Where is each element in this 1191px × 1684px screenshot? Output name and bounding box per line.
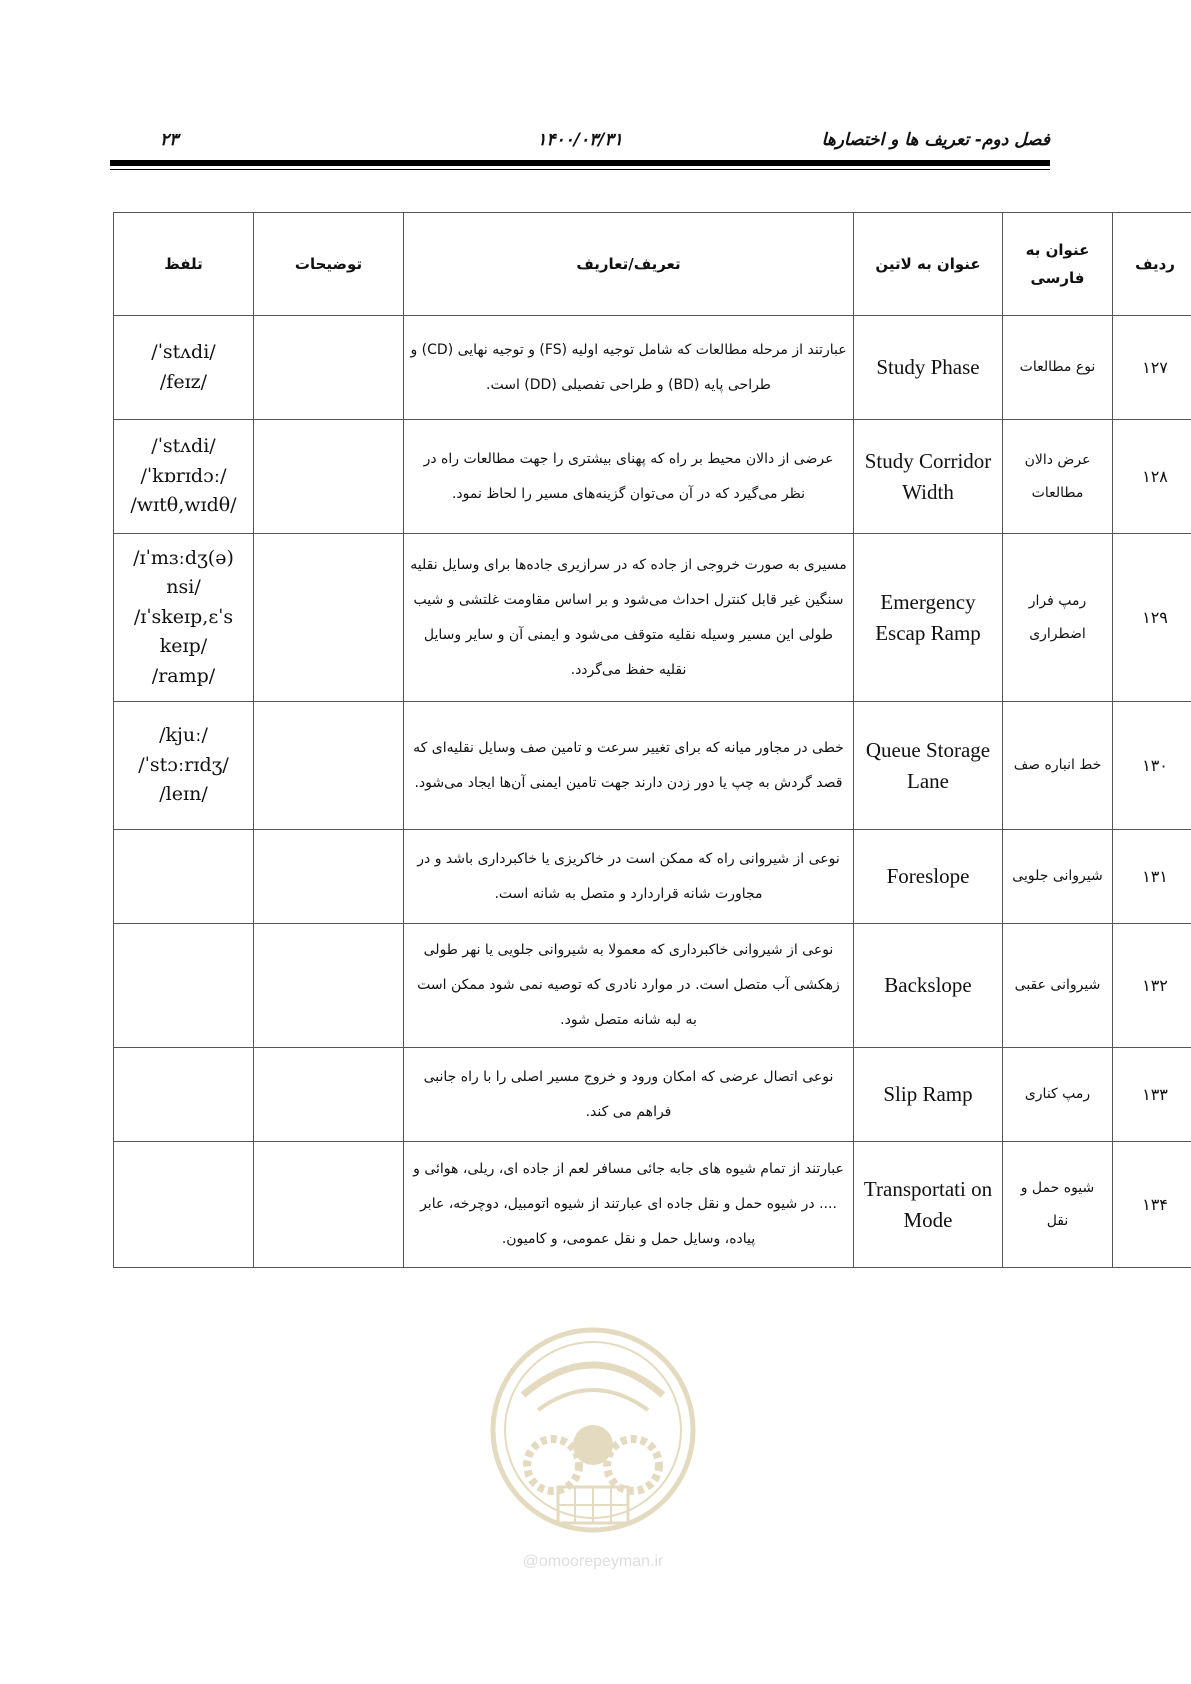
- row-number-cell: ۱۳۱: [1113, 830, 1191, 924]
- pronunciation-line: /ˈstɔːrɪdʒ/: [138, 753, 229, 776]
- col-header-pronunciation: تلفظ: [114, 213, 254, 316]
- latin-title-cell: Backslope: [854, 924, 1003, 1048]
- pronunciation-cell: [114, 316, 254, 420]
- persian-title-cell: شیروانی جلویی: [1003, 830, 1113, 924]
- pronunciation-line: /ɪˈskeɪp,ɛˈs: [133, 605, 234, 628]
- page-number: ۲۳: [160, 130, 179, 150]
- persian-title-cell: شیوه حمل و نقل: [1003, 1142, 1113, 1268]
- pronunciation-cell: [114, 924, 254, 1048]
- definition-cell: عبارتند از مرحله مطالعات که شامل توجیه اولیه (FS) و توجیه نهایی (CD) و طراحی پایه (BD) و طراحی تفصیلی (DD) است.: [404, 316, 854, 420]
- persian-title-cell: خط انباره صف: [1003, 702, 1113, 830]
- col-header-definition: تعریف/تعاریف: [404, 213, 854, 316]
- chapter-title: فصل دوم- تعریف ها و اختصارها: [821, 130, 1050, 150]
- persian-title-cell: عرض دالان مطالعات: [1003, 420, 1113, 534]
- table-row: [114, 534, 1191, 702]
- pronunciation-cell: [114, 1048, 254, 1142]
- col-header-description: توضیحات: [254, 213, 404, 316]
- table-row: [114, 702, 1191, 830]
- document-date: ۱۴۰۰/۰۳/۳۱: [537, 130, 623, 150]
- pronunciation-line: /leɪn/: [159, 783, 208, 806]
- table-row: [114, 316, 1191, 420]
- pronunciation-cell: [114, 830, 254, 924]
- pronunciation-line: /wɪtθ,wɪdθ/: [130, 494, 237, 517]
- table-row: [114, 924, 1191, 1048]
- pronunciation-line: keɪp/: [159, 635, 208, 658]
- header-rule-thick: [110, 160, 1050, 166]
- watermark-url: @omoorepeyman.ir: [522, 1553, 664, 1570]
- table-row: [114, 1048, 1191, 1142]
- row-number-cell: ۱۲۹: [1113, 534, 1191, 702]
- latin-title-cell: Transportati on Mode: [854, 1142, 1003, 1268]
- description-cell: [254, 702, 404, 830]
- definition-cell: نوعی از شیروانی راه که ممکن است در خاکریزی یا خاکبرداری باشد و در مجاورت شانه قراردارد و متصل به شانه است.: [404, 830, 854, 924]
- pronunciation-cell: [114, 1142, 254, 1268]
- persian-title-cell: شیروانی عقبی: [1003, 924, 1113, 1048]
- description-cell: [254, 830, 404, 924]
- latin-title-cell: Foreslope: [854, 830, 1003, 924]
- latin-title-cell: Study Phase: [854, 316, 1003, 420]
- definition-cell: مسیری به صورت خروجی از جاده که در سرازیری جاده‌ها برای وسایل نقلیه سنگین غیر قابل کنترل احداث می‌شود و بر اساس مقاومت غلتشی و شیب طولی این مسیر وسیله نقلیه متوقف می‌شود و ایمنی آن و سایر وسایل نقلیه حفظ می‌گردد.: [404, 534, 854, 702]
- pronunciation-cell: [114, 702, 254, 830]
- header-rule-thin: [110, 169, 1050, 170]
- col-header-persian-title: عنوان به فارسی: [1003, 213, 1113, 316]
- pronunciation-line: /feɪz/: [159, 370, 208, 393]
- pronunciation-line: nsi/: [166, 576, 201, 599]
- row-number-cell: ۱۳۰: [1113, 702, 1191, 830]
- table-header-row: [114, 213, 1191, 316]
- row-number-cell: ۱۳۳: [1113, 1048, 1191, 1142]
- description-cell: [254, 420, 404, 534]
- col-header-row: ردیف: [1113, 213, 1191, 316]
- watermark: [478, 1315, 708, 1580]
- pronunciation-line: /ramp/: [151, 664, 216, 687]
- table-body: [114, 316, 1191, 1268]
- latin-title-cell: Queue Storage Lane: [854, 702, 1003, 830]
- watermark-logo-icon: [478, 1315, 708, 1550]
- persian-title-cell: رمپ فرار اضطراری: [1003, 534, 1113, 702]
- persian-title-cell: نوع مطالعات: [1003, 316, 1113, 420]
- pronunciation-line: /ˈstʌdi/: [151, 435, 216, 458]
- definition-cell: نوعی اتصال عرضی که امکان ورود و خروج مسیر اصلی را با راه جانبی فراهم می کند.: [404, 1048, 854, 1142]
- latin-title-cell: Emergency Escap Ramp: [854, 534, 1003, 702]
- description-cell: [254, 924, 404, 1048]
- row-number-cell: ۱۳۴: [1113, 1142, 1191, 1268]
- table-row: [114, 420, 1191, 534]
- pronunciation-line: /ˈkɒrɪdɔː/: [140, 464, 227, 487]
- row-number-cell: ۱۳۲: [1113, 924, 1191, 1048]
- pronunciation-line: /ɪˈmɜːdʒ(ə): [133, 546, 234, 569]
- description-cell: [254, 316, 404, 420]
- description-cell: [254, 1142, 404, 1268]
- table-row: [114, 830, 1191, 924]
- description-cell: [254, 1048, 404, 1142]
- persian-title-cell: رمپ کناری: [1003, 1048, 1113, 1142]
- description-cell: [254, 534, 404, 702]
- latin-title-cell: Study Corridor Width: [854, 420, 1003, 534]
- row-number-cell: ۱۲۸: [1113, 420, 1191, 534]
- table-row: [114, 1142, 1191, 1268]
- definition-cell: عبارتند از تمام شیوه های جابه جائی مسافر لعم از جاده ای، ریلی، هوائی و .... در شیوه حمل و نقل جاده ای عبارتند از شیوه اتومبیل، دوچرخه، عابر پیاده، وسایل حمل و نقل عمومی، و کامیون.: [404, 1142, 854, 1268]
- terms-table: [113, 212, 1191, 1268]
- latin-title-cell: Slip Ramp: [854, 1048, 1003, 1142]
- pronunciation-cell: [114, 420, 254, 534]
- pronunciation-cell: [114, 534, 254, 702]
- definition-cell: نوعی از شیروانی خاکبرداری که معمولا به شیروانی جلویی یا نهر طولی زهکشی آب متصل است. در موارد نادری که توصیه نمی شود ممکن است به لبه شانه متصل شود.: [404, 924, 854, 1048]
- pronunciation-line: /kjuː/: [159, 724, 208, 747]
- row-number-cell: ۱۲۷: [1113, 316, 1191, 420]
- pronunciation-line: /ˈstʌdi/: [151, 341, 216, 364]
- definition-cell: عرضی از دالان محیط بر راه که پهنای بیشتری را جهت مطالعات راه در نظر می‌گیرد که در آن می‌توان گزینه‌های مسیر را لحاظ نمود.: [404, 420, 854, 534]
- col-header-latin-title: عنوان به لاتین: [854, 213, 1003, 316]
- definition-cell: خطی در مجاور میانه که برای تغییر سرعت و تامین صف وسایل نقلیه‌ای که قصد گردش به چپ یا دور زدن دارند جهت تامین ایمنی آن‌ها ایجاد می‌شود.: [404, 702, 854, 830]
